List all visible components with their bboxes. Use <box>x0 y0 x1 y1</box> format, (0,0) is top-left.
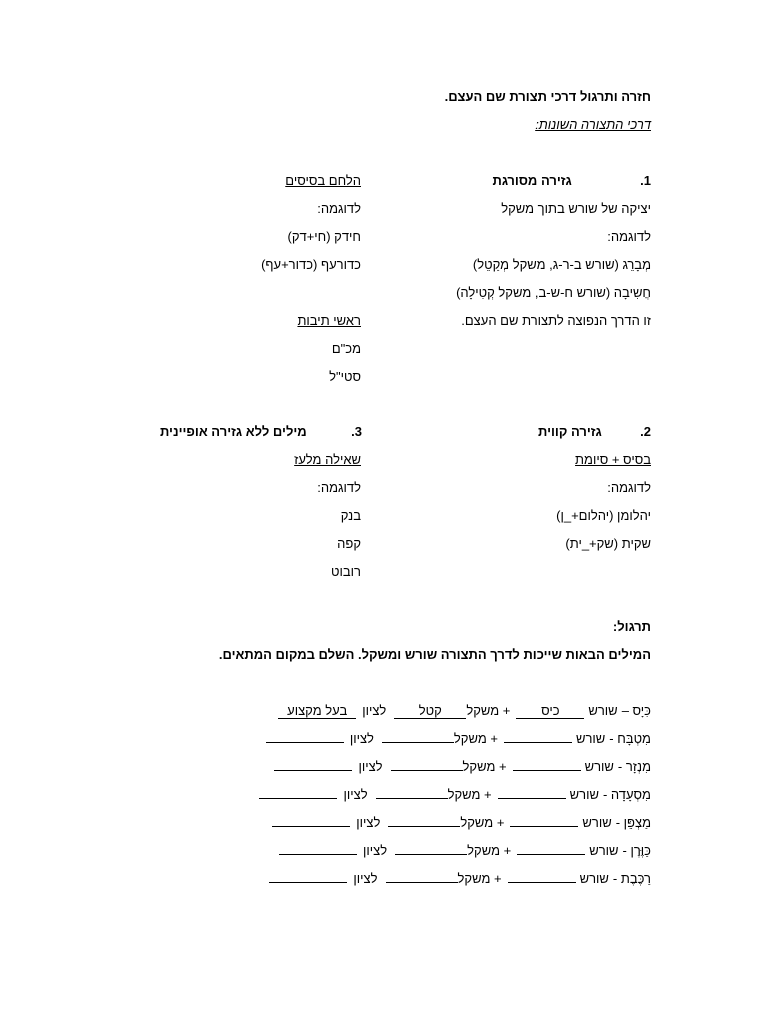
mark-blank[interactable] <box>259 798 337 799</box>
exercise-row <box>274 759 651 775</box>
pattern-label: + משקל <box>460 815 505 830</box>
mark-label: לציון <box>349 731 374 746</box>
exercise-row <box>269 871 651 887</box>
root-blank[interactable] <box>513 770 581 771</box>
pattern-label: + משקל <box>462 759 507 774</box>
page-title: חזרה ותרגול דרכי תצורת שם העצם. <box>444 89 651 104</box>
root-blank[interactable] <box>504 742 572 743</box>
section2-example-2: שקית (שק+_ית) <box>565 536 651 551</box>
mark-label: לציון <box>356 815 381 830</box>
exercise-row <box>266 731 651 747</box>
root-label: שורש <box>584 759 614 774</box>
exercise-word: רַכֶּבֶת - <box>612 871 651 886</box>
exercise-word: כַּוֶּרֶן - <box>622 843 651 858</box>
exercise-word: מִסְעָדָה - <box>602 787 651 802</box>
section1-heading <box>493 173 652 189</box>
section1-example-2: חֲשִיבָה (שורש ח-ש-ב, משקל קְטִילָה) <box>456 285 651 300</box>
pattern-label: + משקל <box>466 703 511 718</box>
mark-label: לציון <box>363 843 388 858</box>
root-blank[interactable] <box>508 882 576 883</box>
root-blank[interactable] <box>510 826 578 827</box>
pattern-blank[interactable] <box>386 882 458 883</box>
section3-example-3: רובוט <box>331 564 361 579</box>
section3-subheading: שאילה מלעז <box>294 452 361 467</box>
mark-blank[interactable] <box>269 882 347 883</box>
section3-title: מילים ללא גזירה אופיינית <box>159 424 307 439</box>
acronym-example-2: סטי"ל <box>329 369 361 384</box>
section2-heading <box>538 424 651 440</box>
exercise-row <box>279 843 651 859</box>
root-label: שורש <box>588 703 618 718</box>
exercise-row <box>278 703 651 719</box>
pattern-blank[interactable] <box>395 854 467 855</box>
section2-subheading: בסיס + סיומת <box>575 452 651 467</box>
pattern-blank[interactable] <box>382 742 454 743</box>
mark-label: לציון <box>353 871 378 886</box>
root-label: שורש <box>569 787 599 802</box>
section1-number: 1. <box>640 173 651 188</box>
pattern-blank[interactable] <box>388 826 460 827</box>
section1-example-1: מְבָרֵג (שורש ב-ר-ג, משקל מְקַטֵל) <box>472 257 651 272</box>
mark-blank[interactable]: בעל מקצוע <box>278 704 356 719</box>
pattern-blank[interactable]: קטל <box>394 704 466 719</box>
acronym-heading: ראשי תיבות <box>297 313 361 328</box>
pattern-blank[interactable] <box>376 798 448 799</box>
mark-blank[interactable] <box>266 742 344 743</box>
section2-title: גזירה קווית <box>538 424 602 439</box>
blend-heading: הלחם בסיסים <box>285 173 361 188</box>
section1-definition: יציקה של שורש בתוך משקל <box>501 201 651 216</box>
exercise-row <box>272 815 651 831</box>
blend-example-label: לדוגמה: <box>317 201 361 216</box>
section3-number: 3. <box>351 424 362 439</box>
section1-title: גזירה מסורגת <box>492 173 572 188</box>
pattern-label: + משקל <box>457 871 502 886</box>
exercise-word: מִנְזָר - <box>617 759 651 774</box>
root-label: שורש <box>589 843 619 858</box>
root-label: שורש <box>582 815 612 830</box>
blend-example-1: חידק (חי+דק) <box>287 229 361 244</box>
root-label: שורש <box>579 871 609 886</box>
pattern-label: + משקל <box>453 731 498 746</box>
mark-label: לציון <box>343 787 368 802</box>
root-blank[interactable]: כיס <box>516 704 584 719</box>
section1-example-label: לדוגמה: <box>607 229 651 244</box>
pattern-label: + משקל <box>447 787 492 802</box>
exercise-word: מִטְבָּח - <box>609 731 651 746</box>
section3-example-1: בנק <box>340 508 361 523</box>
acronym-example-1: מכ"ם <box>331 341 361 356</box>
mark-blank[interactable] <box>272 826 350 827</box>
section3-example-2: קפה <box>337 536 361 551</box>
exercise-word: מַצְפֵּן - <box>615 815 651 830</box>
mark-blank[interactable] <box>274 770 352 771</box>
pattern-label: + משקל <box>467 843 512 858</box>
section2-number: 2. <box>640 424 651 439</box>
page-subtitle: דרכי התצורה השונות: <box>535 117 651 132</box>
exercise-label: תרגול: <box>612 619 651 634</box>
exercise-instruction: המילים הבאות שייכות לדרך התצורה שורש ומשקל. השלם במקום המתאים. <box>218 647 651 662</box>
pattern-blank[interactable] <box>391 770 463 771</box>
root-label: שורש <box>575 731 606 746</box>
exercise-row <box>259 787 651 803</box>
mark-blank[interactable] <box>279 854 357 855</box>
mark-label: לציון <box>358 759 383 774</box>
section2-example-label: לדוגמה: <box>607 480 651 495</box>
section2-example-1: יהלומן (יהלום+_ן) <box>556 508 651 523</box>
section3-example-label: לדוגמה: <box>317 480 361 495</box>
exercise-word: כִּיָס – <box>621 703 651 718</box>
section1-note: זו הדרך הנפוצה לתצורת שם העצם. <box>461 313 651 328</box>
blend-example-2: כדורעף (כדור+עף) <box>261 257 361 272</box>
mark-label: לציון <box>362 703 387 718</box>
root-blank[interactable] <box>517 854 585 855</box>
root-blank[interactable] <box>498 798 566 799</box>
section3-heading <box>160 424 362 440</box>
